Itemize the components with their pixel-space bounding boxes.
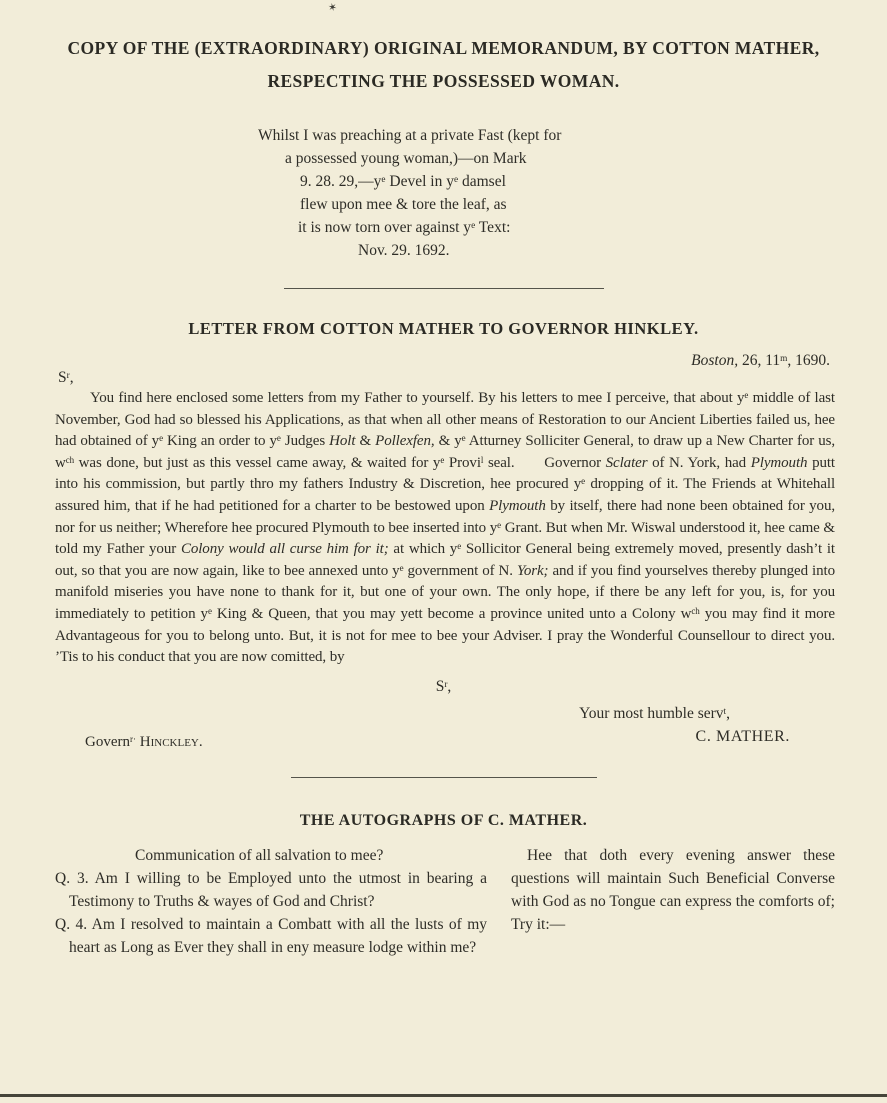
text-segment: at which y [388,541,458,558]
autograph-question-3: Q. 3. Am I willing to be Employed unto the utmost in bearing a Testimony to Truths & wayes of God and Christ? [55,869,487,910]
autographs-right-column [511,844,835,959]
text-segment: Colony would all curse him for it; [180,541,389,558]
letter-closing-salute [0,678,887,696]
text-segment: t [723,706,727,717]
section-divider-top [284,288,604,289]
text-segment: e [440,454,445,465]
text-segment: e [207,605,212,616]
text-segment: 26, 11 [738,352,781,369]
text-segment: Whilst I was preaching at a private Fast (kept for [258,127,562,144]
text-segment: ch [691,605,700,616]
text-segment: r [444,679,448,690]
text-segment: ch [65,454,75,465]
autographs-columns [55,844,835,959]
text-segment: r· [130,733,136,744]
text-segment: Boston, [691,352,739,369]
text-segment: e [381,174,386,185]
text-segment: was done, but just as this vessel came away, & waited for y [74,454,441,471]
text-segment: Text: [475,219,511,236]
text-segment: King & Queen, that you may yett become a province united unto a Colony w [211,605,692,622]
text-segment: Plymouth [750,454,808,471]
text-segment: York; [516,562,549,579]
text-segment: dropping of it. The Friends at Whitehall assured him, that if he had petitioned for a charter to be bestowed upon [55,476,836,514]
autographs-heading: THE AUTOGRAPHS OF C. MATHER. [299,811,588,829]
memorandum-line [298,216,887,239]
text-segment: of N. York, had [647,454,751,471]
text-segment: Sollicitor General being extremely moved, presently dash’t it out, so that you are now again, like to bee annexed unto y [55,541,835,579]
memorandum-line [258,124,887,147]
text-segment: e [453,174,459,185]
text-segment: e [471,220,476,231]
text-segment: e [399,562,404,573]
text-segment: Holt [329,433,356,450]
text-segment: r [66,370,70,381]
text-segment: S [58,369,67,386]
memorandum-title-line2: RESPECTING THE POSSESSED WOMAN. [267,71,620,91]
text-segment: , 1690. [787,352,830,369]
letter-salutation [58,369,887,387]
text-segment: e [457,541,462,552]
text-segment: Nov. 29. 1692. [358,242,450,259]
text-segment: e [744,389,749,400]
text-segment: Judges [280,433,330,450]
text-segment: Provi [444,454,481,471]
autograph-question-4: Q. 4. Am I resolved to maintain a Combatt with all the lusts of my heart as Long as Ever they shall in eny measure lodge within me? [55,915,487,956]
text-segment: m [780,353,788,364]
text-segment: flew upon mee & tore the leaf, as [300,196,507,213]
letter-heading: LETTER FROM COTTON MATHER TO GOVERNOR HINKLEY. [188,319,699,338]
text-segment: e [581,476,586,487]
text-segment: Sclater [605,454,648,471]
text-segment: e [159,433,163,444]
autograph-question-fragment: Communication of all salvation to mee? [135,846,384,864]
text-segment: putt into his commission, but partly thro my fathers Industry & Discretion, hee procured y [55,454,836,493]
autograph-note: Hee that doth every evening answer these questions will maintain Such Beneficial Converse with God as no Tongue can express the comforts of; Try it:— [511,846,835,933]
text-segment: Grant. But when Mr. Wiswal understood it, hee came & told my Father your [55,519,835,558]
memorandum-line [300,170,887,193]
text-segment: by itself, there had none been obtained for you, nor for us neither; Wherefore hee procured Plymouth to bee inserted into y [55,497,836,536]
letter-signature: C. MATHER. [695,727,790,745]
text-segment: King an order to y [163,433,277,450]
text-segment: Devel in y [385,173,454,190]
text-segment: seal. Governor [483,454,606,471]
text-segment: e [461,433,466,444]
letter-dateline [0,352,830,370]
text-segment: , [69,369,74,386]
memorandum-date-line [358,239,887,262]
text-segment: S [435,677,445,695]
memorandum-line [300,193,887,216]
text-segment: e [497,519,502,530]
text-segment: and if you find yourselves thereby plunged into manifold miseries you have none to thank for it, but one of your own. The only hope, if there be any left for you, is, for you immediately to petition y [55,562,835,622]
letter-valediction [0,705,730,723]
text-segment: middle of last November, God had so blessed his Applications, as that when all other means of Restoration to our Ancient Liberties failed us, hee had obtained of y [55,390,835,450]
text-segment: Your most humble serv [579,704,724,722]
memorandum-block [258,124,887,262]
text-segment: a possessed young woman,)—on Mark [285,150,527,167]
text-segment: you may find it more Advantageous for you to belong unto. But, it is not for mee to bee your Adviser. I pray the Wonderful Counsellour to direct you. ’Tis to his conduct that you are now comitted, by [55,605,835,666]
text-segment: government of N. [403,562,517,579]
text-segment: & y [434,433,462,450]
printer-mark: ✶ [326,0,339,15]
text-segment: , [447,677,452,695]
text-segment: & [355,433,376,450]
text-segment: l [480,454,484,465]
text-segment: Govern [85,733,130,750]
page-bottom-rule [0,1094,887,1097]
text-segment: 9. 28. 29,—y [300,173,382,190]
text-segment: e [276,433,281,444]
text-segment: You find here enclosed some letters from my Father to yourself. By his letters to mee I perceive, that about y [90,390,745,406]
text-segment: Pollexfen, [375,433,435,450]
text-segment: damsel [458,173,506,190]
section-divider-bottom [291,777,597,778]
autographs-left-column [55,844,487,959]
text-segment: Hinckley. [139,733,203,750]
memorandum-line [285,147,887,170]
text-segment: , [726,704,730,722]
letter-body [55,388,835,669]
text-segment: it is now torn over against y [298,219,472,236]
memorandum-title-line1: COPY OF THE (EXTRAORDINARY) ORIGINAL MEMORANDUM, BY COTTON MATHER, [67,38,820,58]
text-segment: Atturney Solliciter General, to draw up a New Charter for us, w [55,433,835,471]
text-segment: Plymouth [489,497,546,514]
memorandum-title [0,0,887,98]
